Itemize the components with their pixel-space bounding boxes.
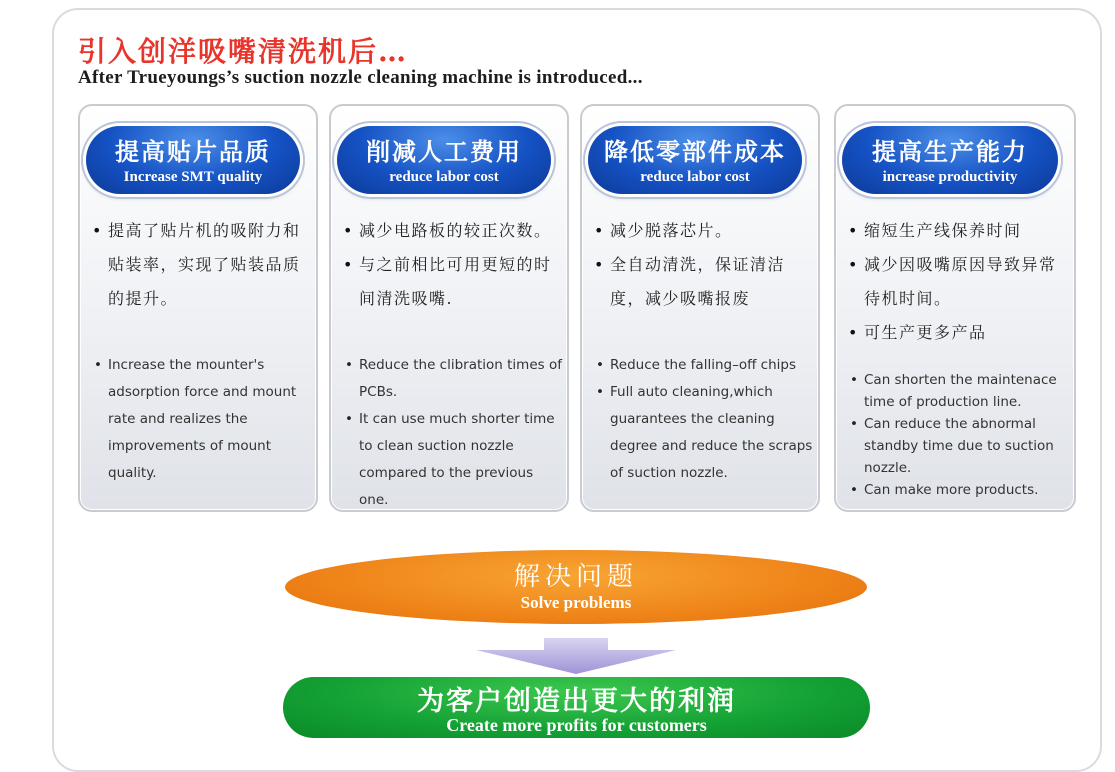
card-heading-pill bbox=[86, 126, 300, 194]
card-points-chinese bbox=[848, 214, 1070, 350]
benefit-card-productivity bbox=[834, 104, 1076, 512]
card-point-chinese: • 减少因吸嘴原因导致异常待机时间。 bbox=[848, 248, 1070, 316]
benefit-card-labor-cost bbox=[329, 104, 569, 512]
create-profits-english: Create more profits for customers bbox=[446, 715, 707, 735]
solve-problems-english: Solve problems bbox=[520, 593, 632, 612]
benefit-card-component-cost bbox=[580, 104, 820, 512]
card-point-english: • Increase the mounter's adsorption force and mount rate and realizes the improvements of mount quality. bbox=[92, 352, 312, 487]
card-heading-english: reduce labor cost bbox=[389, 169, 499, 185]
card-points-chinese bbox=[594, 214, 814, 316]
card-point-english: • Can reduce the abnormal standby time due to suction nozzle. bbox=[848, 413, 1070, 479]
create-profits-chinese: 为客户创造出更大的利润 bbox=[417, 686, 736, 717]
solve-problems-chinese: 解决问题 bbox=[513, 562, 638, 592]
card-heading-chinese: 提高生产能力 bbox=[872, 137, 1028, 166]
create-profits-banner bbox=[283, 677, 870, 738]
card-heading-pill bbox=[588, 126, 802, 194]
card-heading-chinese: 提高贴片品质 bbox=[115, 137, 271, 166]
card-points-chinese bbox=[92, 214, 312, 316]
down-arrow-icon bbox=[476, 638, 676, 674]
page-title-english: After Trueyoungs’s suction nozzle cleaning machine is introduced... bbox=[78, 67, 643, 88]
card-point-chinese: • 减少电路板的较正次数。 bbox=[343, 214, 563, 248]
card-heading-pill bbox=[337, 126, 551, 194]
card-point-chinese: • 缩短生产线保养时间 bbox=[848, 214, 1070, 248]
solve-problems-banner bbox=[285, 550, 867, 624]
card-point-chinese: • 减少脱落芯片。 bbox=[594, 214, 814, 248]
card-point-chinese: • 与之前相比可用更短的时间清洗吸嘴. bbox=[343, 248, 563, 316]
card-point-chinese: • 可生产更多产品 bbox=[848, 316, 1070, 350]
card-point-english: • Can make more products. bbox=[848, 479, 1070, 501]
card-points-chinese bbox=[343, 214, 563, 316]
card-heading-chinese: 削减人工费用 bbox=[366, 137, 522, 166]
card-heading-english: reduce labor cost bbox=[640, 169, 750, 185]
card-point-chinese: • 全自动清洗，保证清洁度，减少吸嘴报废 bbox=[594, 248, 814, 316]
card-points-english bbox=[343, 352, 563, 514]
card-points-english bbox=[848, 369, 1070, 501]
card-points-english bbox=[92, 352, 312, 487]
card-heading-english: Increase SMT quality bbox=[123, 169, 263, 185]
card-point-english: • It can use much shorter time to clean suction nozzle compared to the previous one. bbox=[343, 406, 563, 514]
card-heading-chinese: 降低零部件成本 bbox=[604, 137, 786, 166]
card-heading-english: increase productivity bbox=[882, 169, 1018, 185]
card-point-english: • Full auto cleaning,which guarantees the cleaning degree and reduce the scraps of suction nozzle. bbox=[594, 379, 814, 487]
card-heading-pill bbox=[842, 126, 1058, 194]
card-point-chinese: • 提高了贴片机的吸附力和贴装率，实现了贴装品质的提升。 bbox=[92, 214, 312, 316]
card-point-english: • Reduce the falling–off chips bbox=[594, 352, 814, 379]
card-points-english bbox=[594, 352, 814, 487]
card-point-english: • Can shorten the maintenace time of production line. bbox=[848, 369, 1070, 413]
benefit-card-smt-quality bbox=[78, 104, 318, 512]
card-point-english: • Reduce the clibration times of PCBs. bbox=[343, 352, 563, 406]
page-title-chinese: 引入创洋吸嘴清洗机后… bbox=[78, 35, 409, 68]
